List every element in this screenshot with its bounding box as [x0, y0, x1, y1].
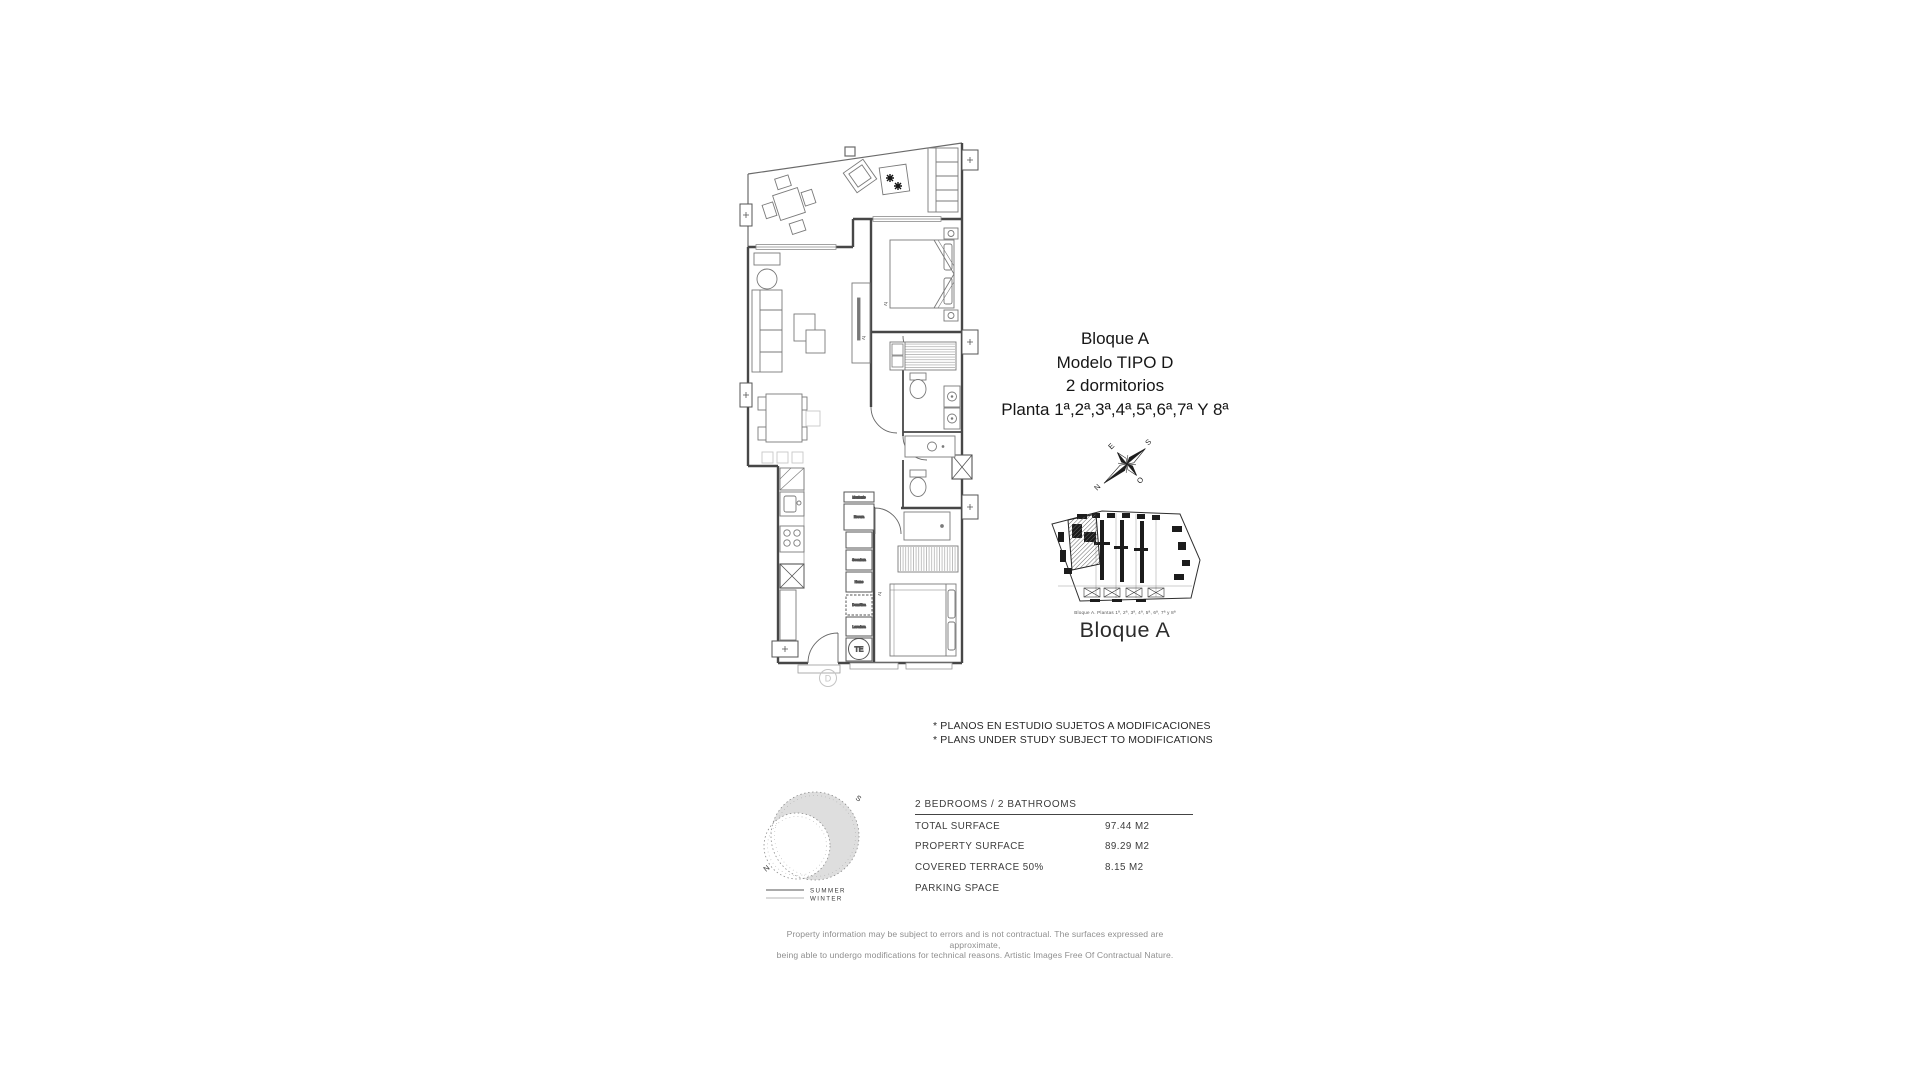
- block-plan-label: Bloque A: [1079, 618, 1171, 642]
- table-row: [915, 821, 1193, 836]
- wardrobe1: [890, 342, 956, 370]
- sun-south-label: S: [853, 793, 864, 804]
- block-plan-drawing: [1044, 502, 1206, 604]
- tv-label: tv: [876, 592, 882, 596]
- legend-summer: SUMMER: [810, 887, 846, 895]
- table-header: 2 BEDROOMS / 2 BATHROOMS: [915, 799, 1193, 815]
- appliance-label: Montante: [852, 495, 866, 500]
- bedroom2-furniture: [890, 512, 958, 656]
- sun-path-diagram: [758, 786, 870, 908]
- row-value: 89.29 M2: [1105, 841, 1150, 853]
- appliance-label: Domótica: [852, 603, 866, 607]
- appliance-label: Lavadora: [852, 625, 866, 629]
- terrace-furniture: [756, 148, 958, 241]
- surface-table: [915, 799, 1193, 898]
- kitchen-furniture: [780, 468, 804, 640]
- compass-east-label: E: [1106, 441, 1117, 452]
- appliance-label: Secadora: [852, 558, 866, 562]
- highlighted-unit: [1068, 514, 1100, 570]
- row-value: 8.15 M2: [1105, 862, 1144, 874]
- row-label: COVERED TERRACE 50%: [915, 862, 1044, 874]
- bathroom2-fixtures: [905, 436, 955, 497]
- utility-column: [844, 492, 874, 661]
- title-floors: Planta 1ª,2ª,3ª,4ª,5ª,6ª,7ª Y 8ª: [1001, 399, 1229, 419]
- tv-label: tv: [860, 336, 866, 340]
- note-en: * PLANS UNDER STUDY SUBJECT TO MODIFICATIONS: [933, 733, 1213, 746]
- row-label: PROPERTY SURFACE: [915, 841, 1025, 853]
- svg-text:D: D: [824, 673, 832, 684]
- table-row: [915, 841, 1193, 856]
- appliance-label: Horno: [854, 580, 864, 584]
- sun-north-label: N: [761, 863, 772, 874]
- block-plan-thumbnail: [1042, 502, 1208, 643]
- tv-label: tv: [882, 302, 888, 306]
- compass-north-label: N: [1092, 482, 1103, 493]
- title-bedrooms: 2 dormitorios: [1065, 376, 1165, 395]
- compass-rose: [1088, 428, 1166, 500]
- exterior-sills: [798, 663, 952, 673]
- row-label: PARKING SPACE: [915, 882, 1000, 894]
- compass-west-label: O: [1134, 474, 1146, 486]
- footer-line1: Property information may be subject to errors and is not contractual. The surfaces expressed are approximate,: [786, 929, 1164, 950]
- note-es: * PLANOS EN ESTUDIO SUJETOS A MODIFICACIONES: [933, 720, 1211, 732]
- footer-disclaimer: [763, 929, 1187, 961]
- legend-winter: WINTER: [810, 895, 843, 903]
- appliance-label: Nevera: [853, 515, 865, 519]
- table-row: [915, 883, 1193, 898]
- title-model: Modelo TIPO D: [1056, 352, 1174, 372]
- title-block-name: Bloque A: [1080, 329, 1150, 348]
- block-plan-caption: Bloque A. Plantas 1ª, 2ª, 3ª, 4ª, 5ª, 6ª, 7ª y 8ª: [1074, 610, 1176, 615]
- unit-title: [980, 327, 1250, 421]
- apartment-floorplan: [738, 140, 988, 700]
- footer-line2: being able to undergo modifications for technical reasons. Artistic Images Free Of Contractual Nature.: [776, 950, 1174, 960]
- row-value: 97.44 M2: [1105, 820, 1150, 832]
- row-label: TOTAL SURFACE: [915, 820, 1001, 832]
- te-label: TE: [854, 646, 864, 654]
- sun-legend: [766, 888, 846, 903]
- modification-notes: [933, 720, 1213, 748]
- bathroom1-fixtures: [910, 373, 960, 429]
- bedroom1-furniture: [890, 228, 958, 321]
- living-furniture: [752, 253, 870, 463]
- compass-south-label: S: [1143, 437, 1154, 448]
- table-row: [915, 862, 1193, 877]
